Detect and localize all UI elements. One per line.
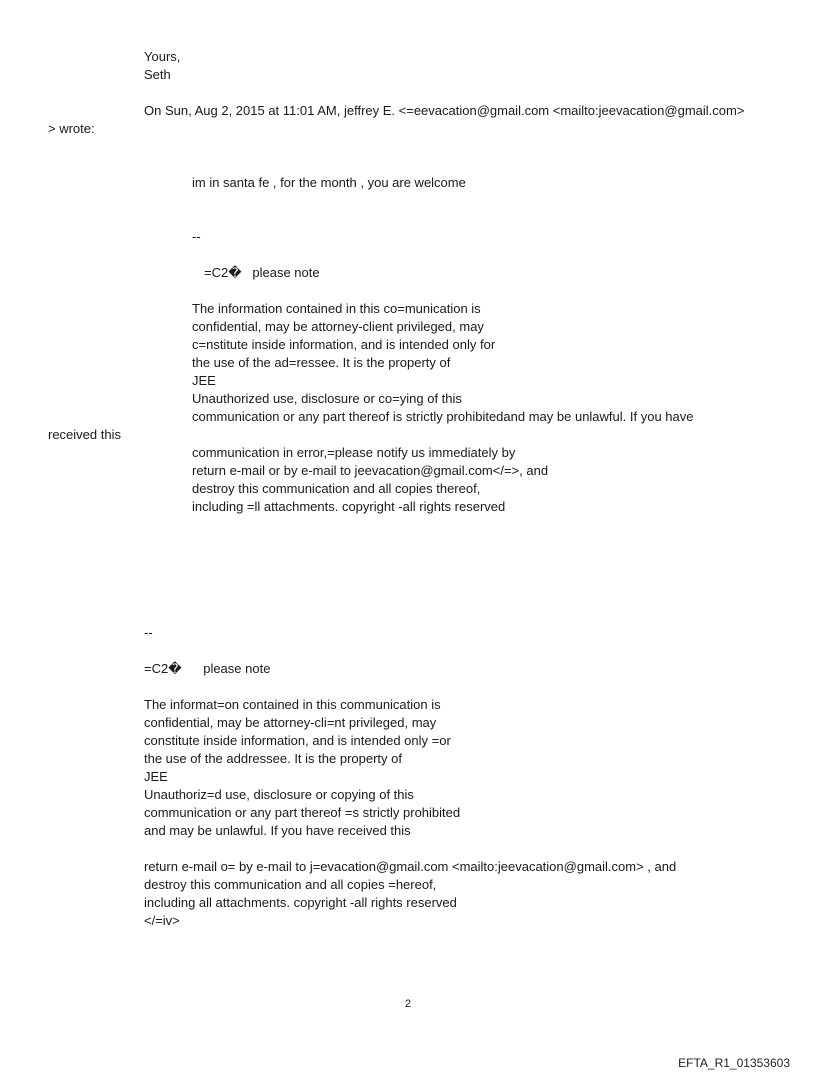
inner-disclaimer-line: The information contained in this co=munication is	[192, 301, 481, 316]
outer-disclaimer-line: including all attachments. copyright -all rights reserved	[144, 895, 457, 910]
quote-header-wrote: > wrote:	[48, 121, 95, 136]
inner-message-body: im in santa fe , for the month , you are welcome	[192, 175, 466, 190]
inner-disclaimer-line: Unauthorized use, disclosure or co=ying of this	[192, 391, 462, 406]
outer-disclaimer-line: JEE	[144, 769, 168, 784]
outer-disclaimer-line: and may be unlawful. If you have received this	[144, 823, 411, 838]
inner-disclaimer-line: confidential, may be attorney-client privileged, may	[192, 319, 484, 334]
inner-disclaimer-line: JEE	[192, 373, 216, 388]
signoff-name: Seth	[144, 67, 171, 82]
inner-disclaimer-line: c=nstitute inside information, and is intended only for	[192, 337, 496, 352]
inner-disclaimer-line: communication in error,=please notify us immediately by	[192, 445, 516, 460]
signoff-closing: Yours,	[144, 49, 181, 64]
inner-disclaimer-line: return e-mail or by e-mail to jeevacation@gmail.com</=>, and	[192, 463, 549, 478]
outer-please-note: =C2� please note	[144, 661, 271, 676]
inner-disclaimer-line: destroy this communication and all copies thereof,	[192, 481, 481, 496]
inner-disclaimer-line: communication or any part thereof is strictly prohibitedand may be unlawful. If you have	[192, 409, 694, 424]
outer-disclaimer-line: constitute inside information, and is intended only =or	[144, 733, 451, 748]
inner-disclaimer-line: including =ll attachments. copyright -all rights reserved	[192, 499, 506, 514]
outer-disclaimer-line: Unauthoriz=d use, disclosure or copying of this	[144, 787, 414, 802]
outer-disclaimer-line: The informat=on contained in this communication is	[144, 697, 441, 712]
document-id: EFTA_R1_01353603	[678, 1056, 790, 1070]
outer-disclaimer-line: destroy this communication and all copies =hereof,	[144, 877, 437, 892]
outer-separator: --	[144, 625, 153, 640]
outer-disclaimer-line: communication or any part thereof =s strictly prohibited	[144, 805, 461, 820]
inner-please-note: =C2� please note	[204, 265, 320, 280]
inner-separator: --	[192, 229, 201, 244]
inner-disclaimer-wrap: received this	[48, 427, 121, 442]
inner-disclaimer-line: the use of the ad=ressee. It is the property of	[192, 355, 451, 370]
outer-disclaimer-line: confidential, may be attorney-cli=nt privileged, may	[144, 715, 437, 730]
outer-disclaimer-line: </=iv>	[144, 913, 180, 928]
outer-disclaimer-line: the use of the addressee. It is the property of	[144, 751, 402, 766]
outer-disclaimer-line: return e-mail o= by e-mail to j=evacation@gmail.com <mailto:jeevacation@gmail.com> , and	[144, 859, 677, 874]
page-number: 2	[404, 998, 412, 1010]
quote-header-line: On Sun, Aug 2, 2015 at 11:01 AM, jeffrey E. <=eevacation@gmail.com <mailto:jeevacation@gmail.com>	[144, 103, 745, 118]
